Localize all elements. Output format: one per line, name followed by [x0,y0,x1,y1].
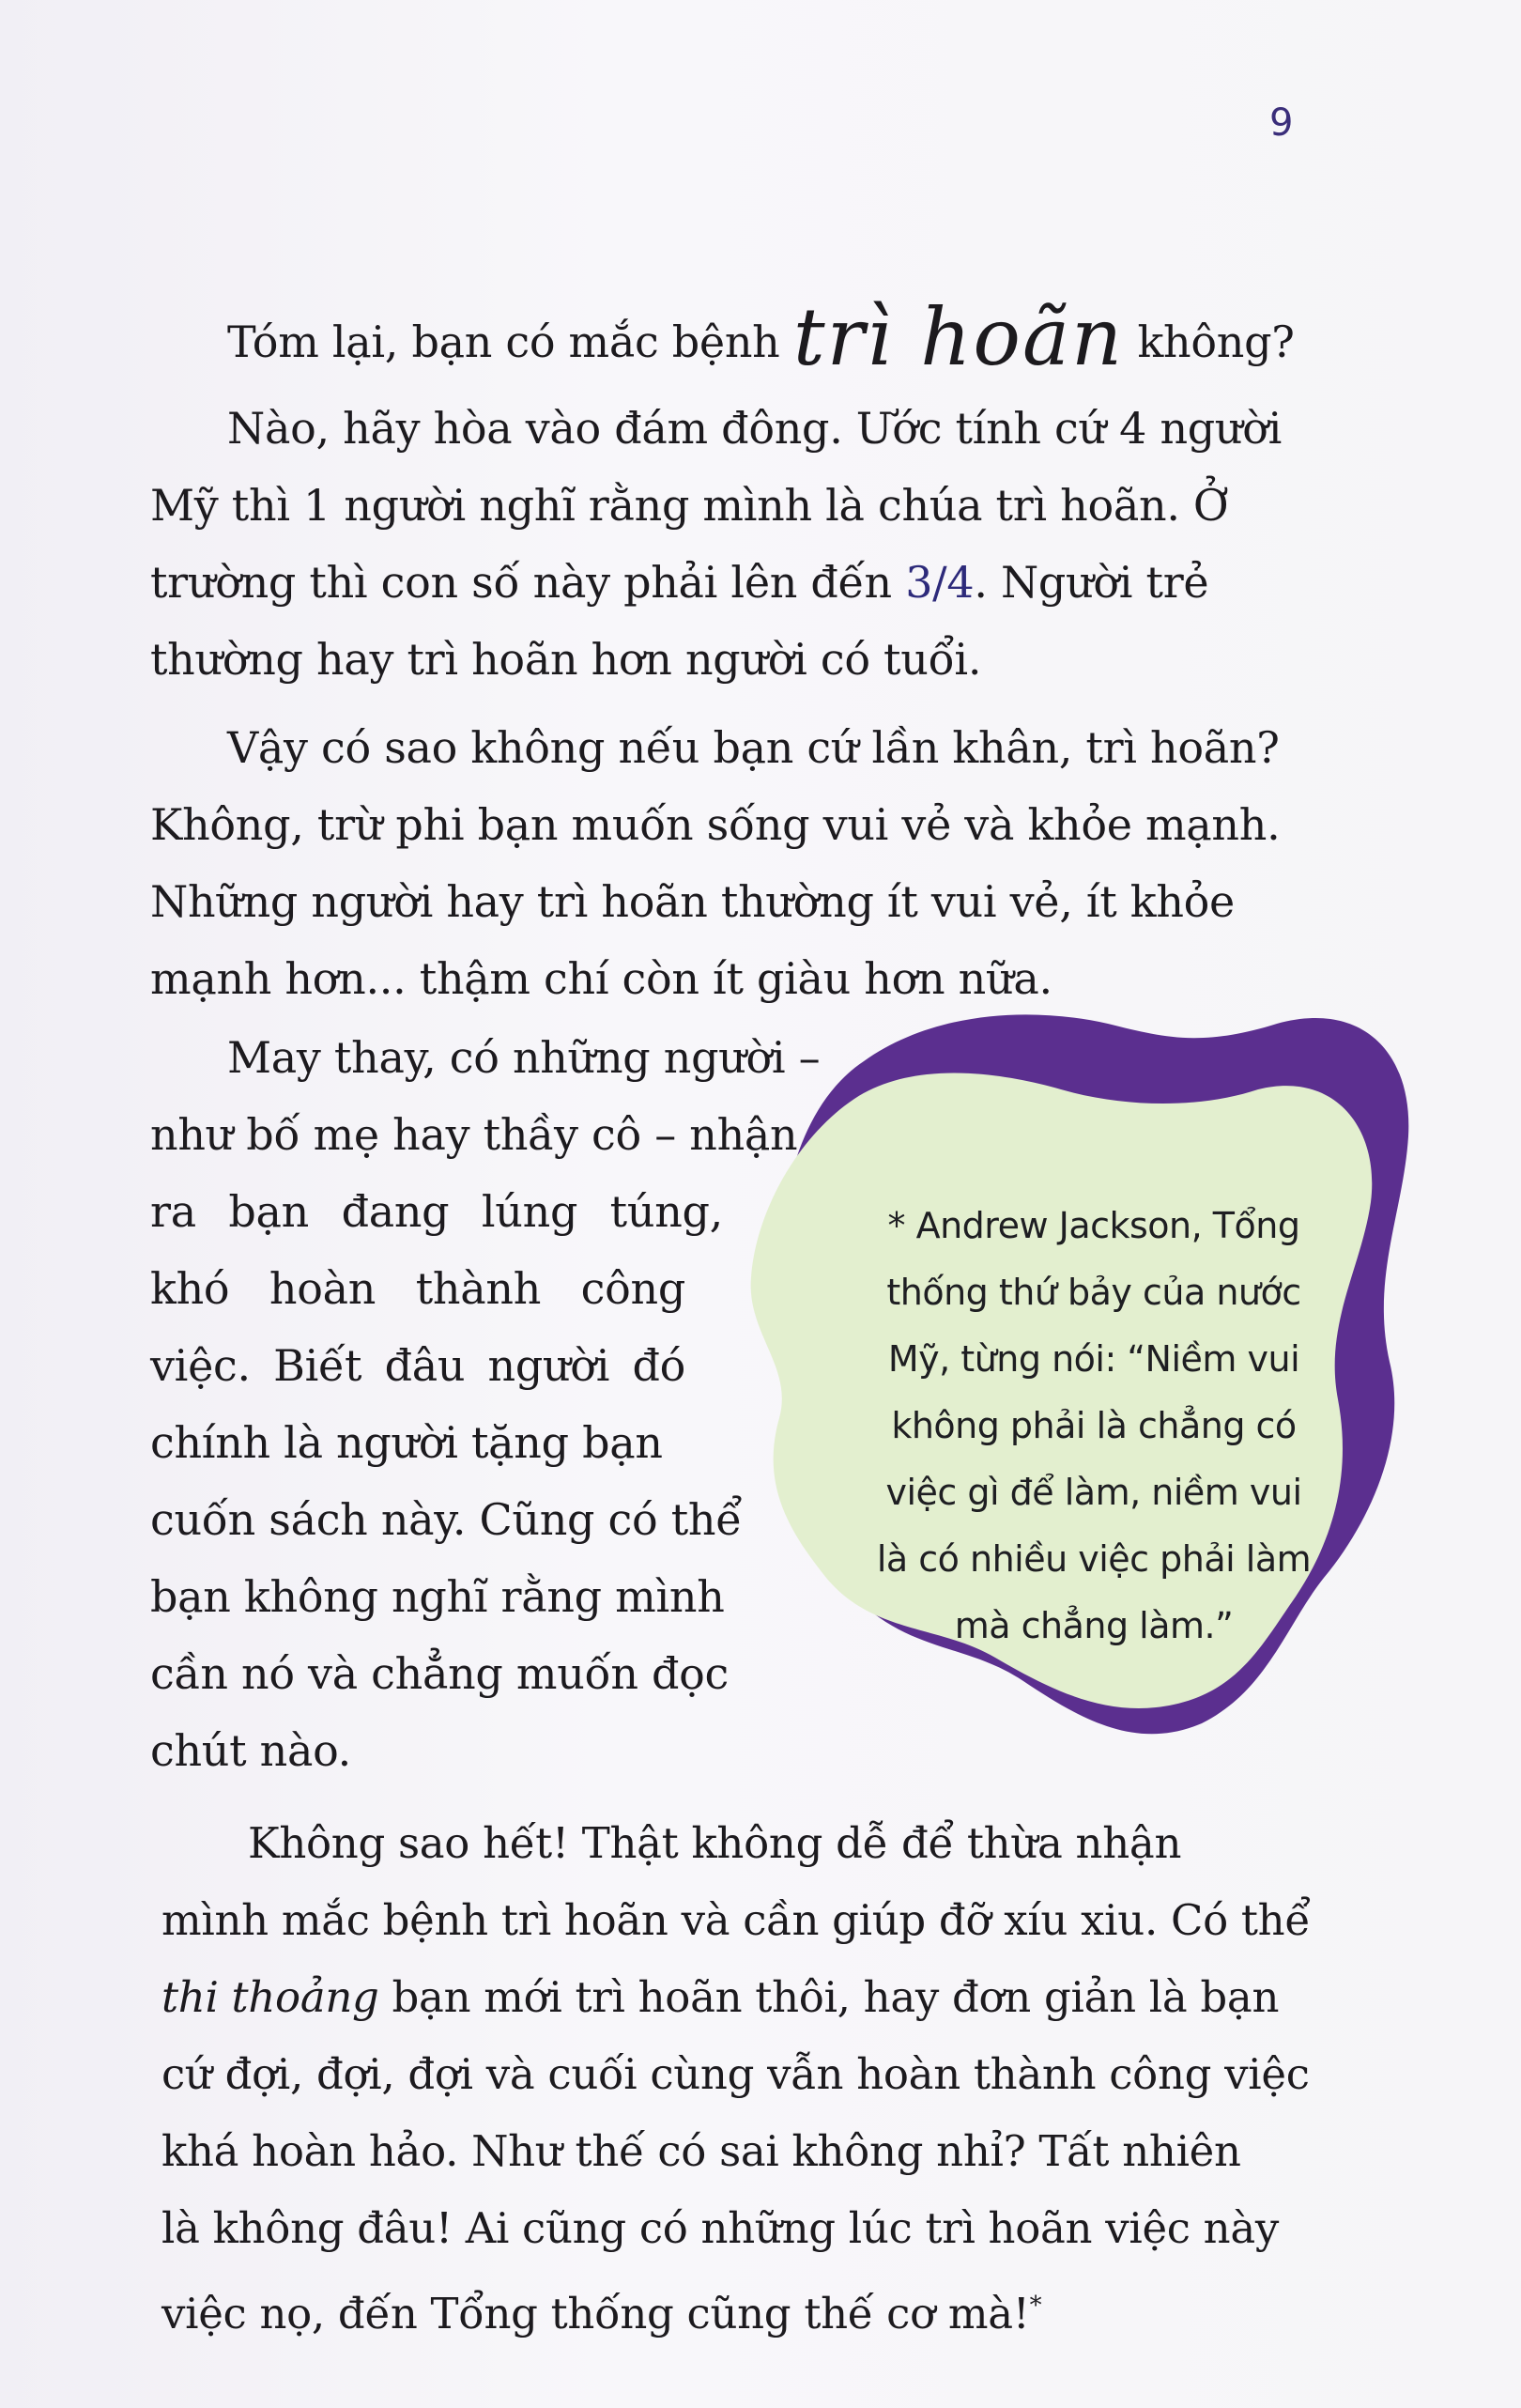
paragraph-4-line: bạn mới trì hoãn thôi, hay đơn giản là bạn [378,1972,1280,2022]
paragraph-3-line: chút nào. [150,1725,351,1776]
footnote-marker: * [1029,2292,1042,2320]
fraction-highlight: 3/4 [905,557,975,608]
paragraph-4 [161,1805,1311,2353]
footnote-line: là có nhiều việc phải làm [876,1538,1312,1580]
paragraph-4-line: là không đâu! Ai cũng có những lúc trì hoãn việc này [161,2203,1280,2253]
paragraph-2 [150,709,1301,1017]
paragraph-1-line: Mỹ thì 1 người nghĩ rằng mình là chúa trì hoãn. Ở [150,480,1229,531]
paragraph-4-line: việc nọ, đến Tổng thống cũng thế cơ mà! [161,2289,1030,2339]
italic-phrase: thi thoảng [161,1972,379,2022]
heading-text-after: không? [1124,316,1295,367]
paragraph-3 [150,1019,821,1789]
paragraph-3-line: khó hoàn thành công [150,1263,685,1314]
footnote-line: không phải là chẳng có [891,1405,1297,1446]
paragraph-1 [150,390,1301,698]
paragraph-4-line: khá hoàn hảo. Như thế có sai không nhỉ? Tất nhiên [161,2126,1241,2176]
page-number: 9 [1269,101,1294,145]
paragraph-4-line: mình mắc bệnh trì hoãn và cần giúp đỡ xíu xiu. Có thể [161,1895,1311,1945]
paragraph-1-line: Nào, hãy hòa vào đám đông. Ước tính cứ 4 người [227,403,1283,454]
footnote-line: * Andrew Jackson, Tổng [887,1205,1300,1246]
footnote-line: Mỹ, từng nói: “Niềm vui [887,1338,1300,1380]
paragraph-2-line: Không, trừ phi bạn muốn sống vui vẻ và khỏe mạnh. [150,799,1281,850]
paragraph-3-line: May thay, có những người – [227,1032,821,1083]
paragraph-3-line: như bố mẹ hay thầy cô – nhận [150,1109,798,1160]
footnote-line: mà chẳng làm.” [954,1605,1234,1646]
paragraph-1-line: trường thì con số này phải lên đến [150,557,906,608]
paragraph-1-line: . Người trẻ [974,557,1209,608]
paragraph-2-line: Vậy có sao không nếu bạn cứ lần khân, trì hoãn? [227,722,1280,773]
heading-emphasis: trì hoãn [792,291,1125,383]
paragraph-3-line: chính là người tặng bạn [150,1417,663,1468]
paragraph-4-line: Không sao hết! Thật không dễ để thừa nhận [248,1818,1182,1868]
paragraph-2-line: Những người hay trì hoãn thường ít vui vẻ, ít khỏe [150,876,1235,927]
paragraph-2-line: mạnh hơn... thậm chí còn ít giàu hơn nữa. [150,953,1052,1004]
paragraph-4-line: cứ đợi, đợi, đợi và cuối cùng vẫn hoàn thành công việc [161,2049,1310,2099]
footnote-line: việc gì để làm, niềm vui [885,1472,1302,1513]
section-heading [227,291,1295,383]
heading-text-before: Tóm lại, bạn có mắc bệnh [227,316,793,367]
paragraph-3-line: cần nó và chẳng muốn đọc [150,1648,730,1699]
paragraph-3-line: ra bạn đang lúng túng, [150,1186,723,1237]
paragraph-3-line: việc. Biết đâu người đó [150,1340,685,1391]
paragraph-3-line: cuốn sách này. Cũng có thể [150,1494,743,1545]
paragraph-3-line: bạn không nghĩ rằng mình [150,1571,725,1622]
footnote-line: thống thứ bảy của nước [886,1272,1301,1313]
paragraph-1-line: thường hay trì hoãn hơn người có tuổi. [150,634,982,685]
footnote [864,1193,1324,1659]
